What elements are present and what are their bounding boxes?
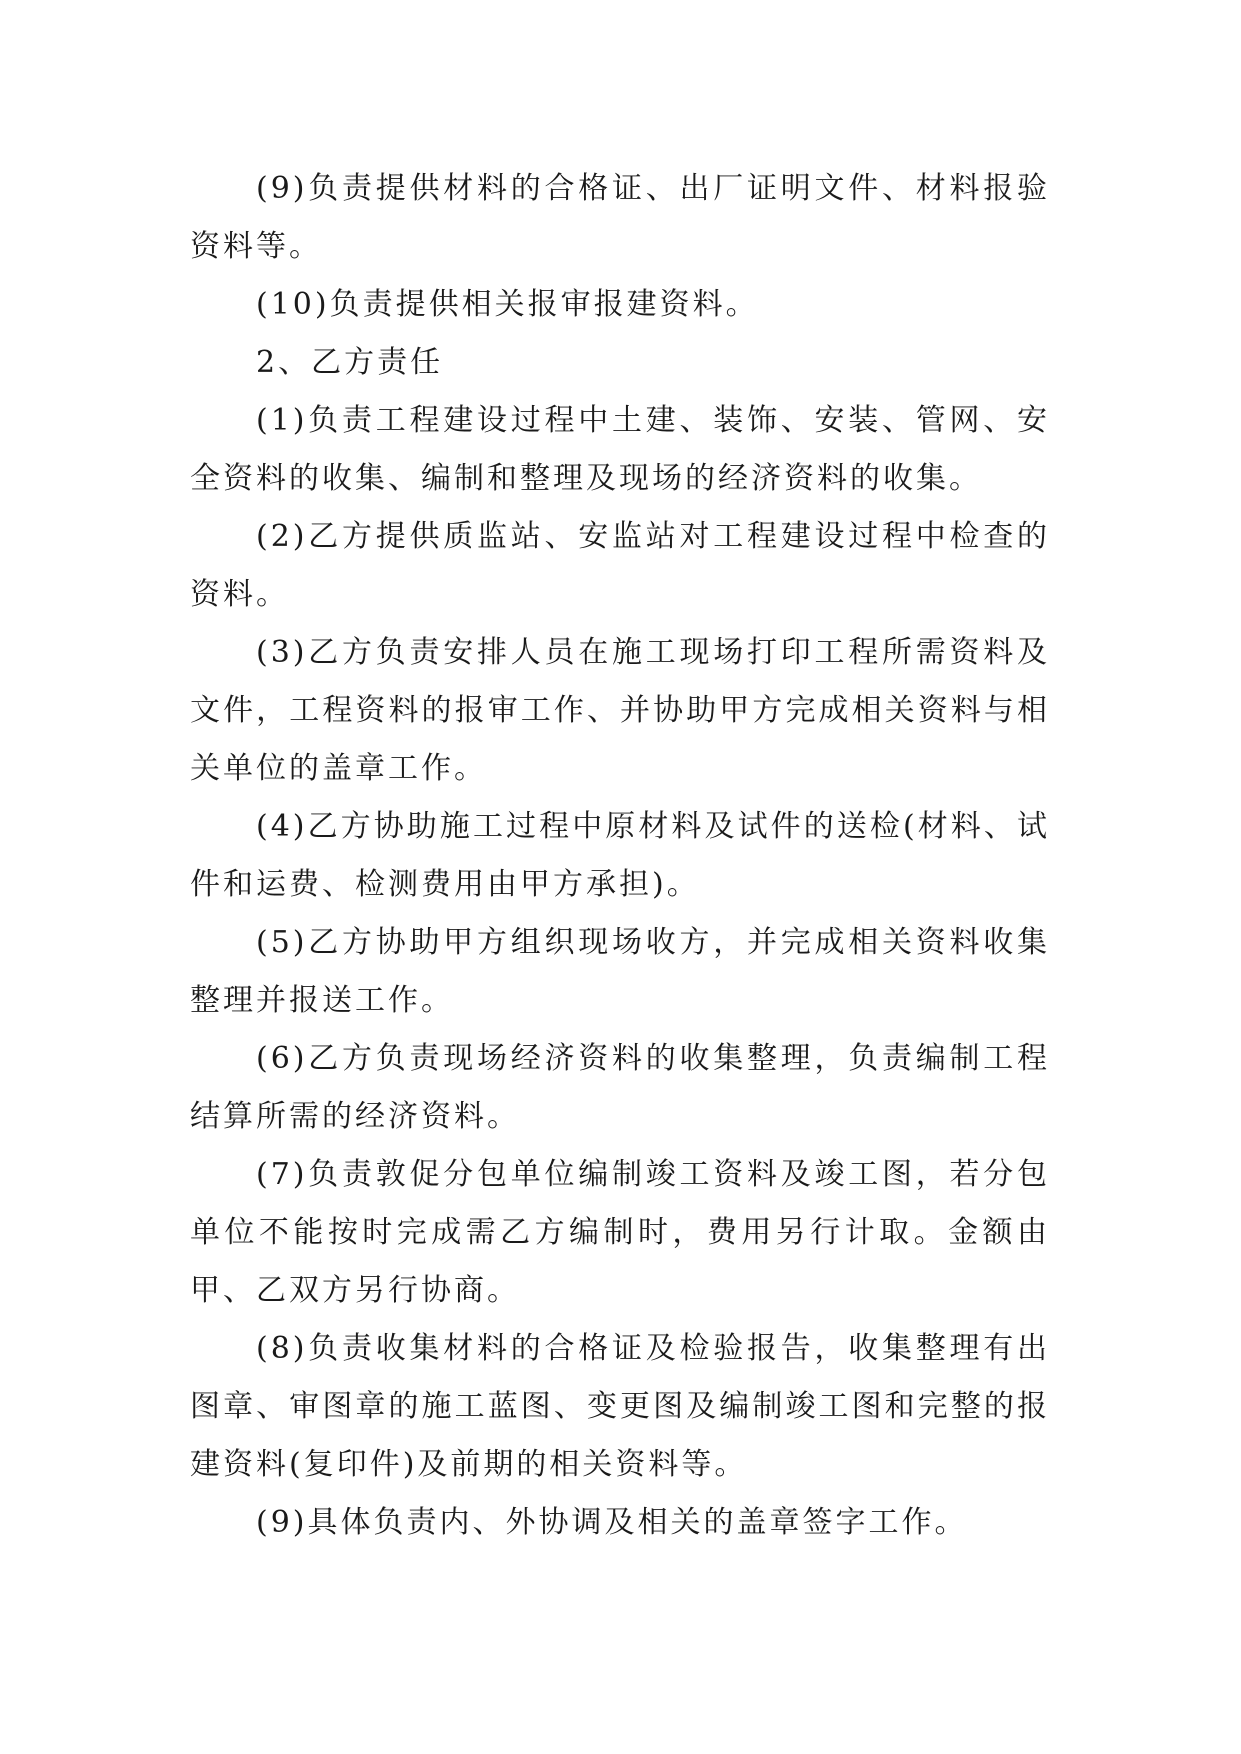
paragraph-10-approval-documents: (10)负责提供相关报审报建资料。: [256, 287, 759, 322]
paragraph-b7-completion-drawings: (7)负责敦促分包单位编制竣工资料及竣工图，若分包单位不能按时完成需乙方编制时，费用另行计取。金额由甲、乙双方另行协商。: [190, 1157, 1050, 1308]
paragraph-b4-sample-testing: (4)乙方协助施工过程中原材料及试件的送检(材料、试件和运费、检测费用由甲方承担)。: [190, 809, 1050, 902]
paragraph-b5-site-measurement: (5)乙方协助甲方组织现场收方，并完成相关资料收集整理并报送工作。: [190, 925, 1050, 1018]
section-heading-party-b-responsibilities: 2、乙方责任: [256, 345, 444, 380]
paragraph-b3-onsite-printing: (3)乙方负责安排人员在施工现场打印工程所需资料及文件，工程资料的报审工作、并协助甲方完成相关资料与相关单位的盖章工作。: [190, 635, 1050, 786]
paragraph-b2-inspection-materials: (2)乙方提供质监站、安监站对工程建设过程中检查的资料。: [190, 519, 1050, 612]
paragraph-b6-economic-data: (6)乙方负责现场经济资料的收集整理，负责编制工程结算所需的经济资料。: [190, 1041, 1050, 1134]
paragraph-b8-certificates-blueprints: (8)负责收集材料的合格证及检验报告，收集整理有出图章、审图章的施工蓝图、变更图及编制竣工图和完整的报建资料(复印件)及前期的相关资料等。: [190, 1331, 1050, 1482]
paragraph-b9-coordination-stamping: (9)具体负责内、外协调及相关的盖章签字工作。: [256, 1505, 968, 1540]
paragraph-9-materials-certificates: (9)负责提供材料的合格证、出厂证明文件、材料报验资料等。: [190, 171, 1050, 264]
document-body: [190, 160, 1050, 1552]
paragraph-b1-data-collection: (1)负责工程建设过程中土建、装饰、安装、管网、安全资料的收集、编制和整理及现场的经济资料的收集。: [190, 403, 1050, 496]
